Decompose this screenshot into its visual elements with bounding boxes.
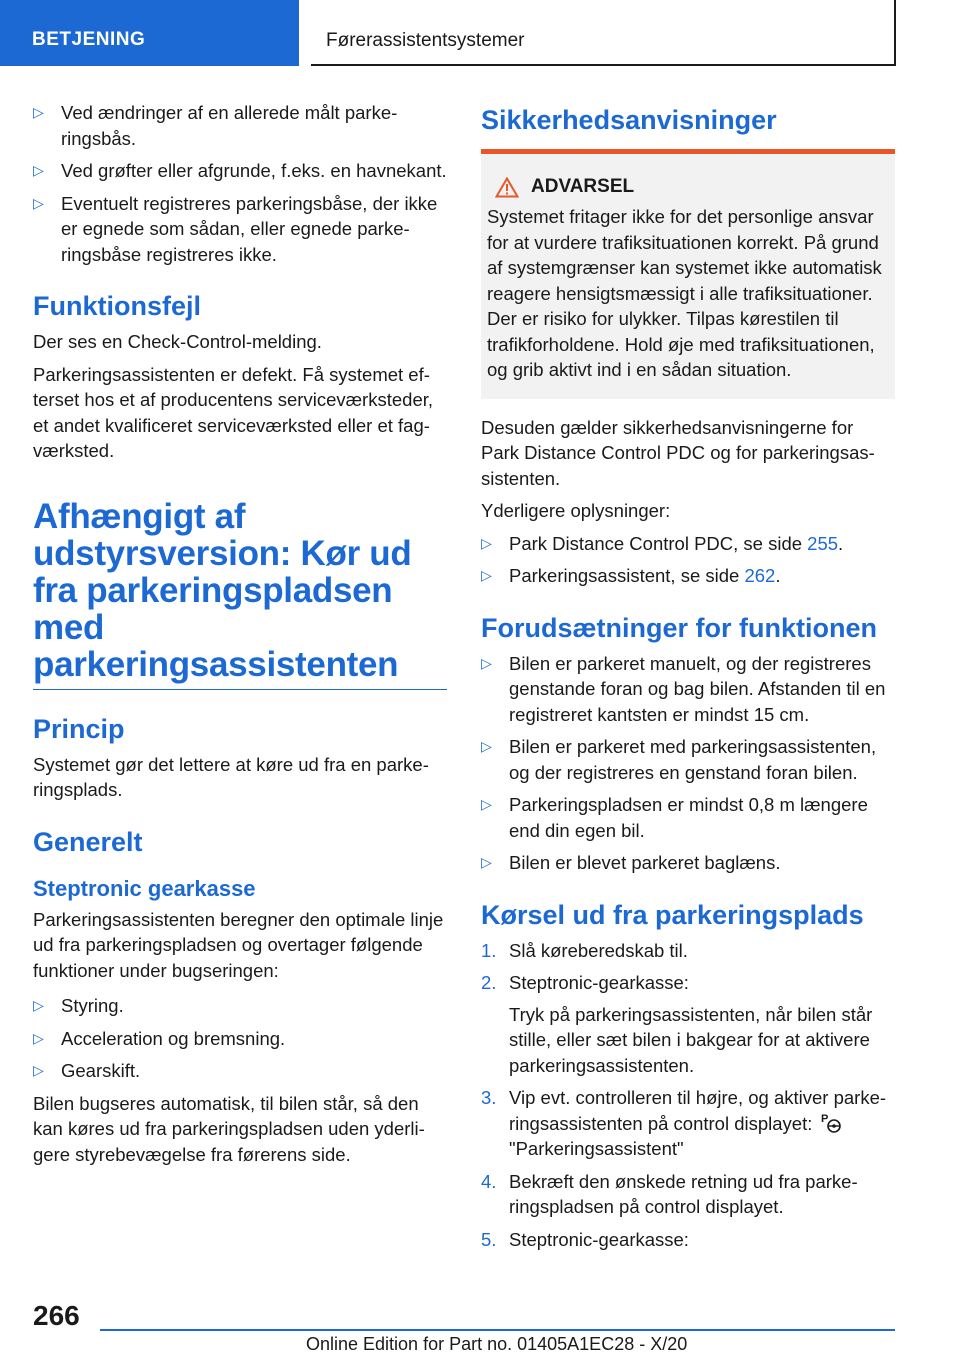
header-section-tab [0, 0, 299, 66]
list-item: ▷ Parkeringspladsen er mindst 0,8 m længere end din egen bil. [481, 794, 868, 841]
list-item: ▷ Ved grøfter eller afgrunde, f.eks. en havnekant. [33, 158, 447, 184]
heading-prereq: Forudsætninger for funktionen [481, 612, 877, 643]
triangle-bullet-icon: ▷ [481, 567, 492, 583]
paragraph: Yderligere oplysninger: [481, 500, 671, 521]
warning-triangle-icon [495, 177, 519, 198]
paragraph: Der ses en Check-Control-melding. [33, 331, 322, 352]
page-link-262[interactable]: 262 [744, 565, 776, 586]
header-chapter-box [311, 0, 896, 66]
list-item: ▷ Gearskift. [33, 1058, 447, 1084]
step-item: 3. Vip evt. controlleren til højre, og aktiver parkeringsassistenten på control displayet: P "Parkeringsassistent" [481, 1087, 887, 1159]
list-item: ▷ Ved ændringer af en allerede målt parkeringsbås. [33, 102, 398, 149]
header-chapter-label: Førerassistentsystemer [326, 30, 525, 51]
paragraph: Bilen bugseres automatisk, til bilen står, så den kan køres ud fra parkeringspladsen uden yderligere styrebevægelse fra førerens side. [33, 1092, 425, 1165]
triangle-bullet-icon: ▷ [481, 654, 492, 671]
heading-safety: Sikkerhedsanvisninger [481, 105, 777, 135]
page-link-255[interactable]: 255 [807, 532, 839, 554]
heading-princip: Princip [33, 713, 125, 744]
footer-edition: Online Edition for Part no. 01405A1EC28 - X/20 [306, 1334, 688, 1354]
triangle-bullet-icon: ▷ [33, 162, 44, 178]
triangle-bullet-icon: ▷ [481, 796, 492, 812]
right-column [481, 100, 895, 1259]
triangle-bullet-icon: ▷ [33, 104, 44, 120]
triangle-bullet-icon: ▷ [481, 854, 492, 870]
triangle-bullet-icon: ▷ [33, 1029, 44, 1046]
paragraph: Parkeringsassistenten beregner den optimale linje ud fra parkeringspladsen og overtager følgende funktioner under bugseringen: [33, 908, 444, 981]
list-item: ▷ Acceleration og bremsning. [33, 1026, 447, 1052]
heading-steptronic: Steptronic gearkasse [33, 875, 256, 901]
left-column [33, 100, 447, 1174]
list-item: ▷ Bilen er blevet parkeret baglæns. [481, 850, 895, 876]
parking-assist-icon [820, 1112, 842, 1134]
paragraph: Parkeringsassistenten er defekt. Få systemet efterset hos et af producentens serviceværksteder, et andet kvalificeret serviceværksted eller et fagværksted. [33, 363, 434, 461]
list-item: ▷ Bilen er parkeret manuelt, og der registreres genstande foran og bag bilen. Afstanden til en registreret kantsten er mindst 15 cm. [481, 652, 886, 725]
heading-funktionsfejl: Funktionsfejl [33, 291, 201, 321]
list-item: ▷ Park Distance Control PDC, se side 255. [481, 531, 895, 557]
triangle-bullet-icon: ▷ [481, 534, 492, 551]
footer-rule [100, 1329, 895, 1331]
warning-title: ADVARSEL [495, 176, 887, 198]
step-item: 2. Steptronic-gearkasse: Tryk på parkeringsassistenten, når bilen står stille, eller sæt bilen i bakgear for at aktivere parkeringsassistenten. [481, 970, 895, 1078]
paragraph: Systemet gør det lettere at køre ud fra en parkeringsplads. [33, 753, 429, 800]
triangle-bullet-icon: ▷ [33, 194, 44, 211]
triangle-bullet-icon: ▷ [481, 738, 492, 754]
header-section-label: BETJENING [32, 29, 146, 50]
heading-generelt: Generelt [33, 826, 143, 857]
triangle-bullet-icon: ▷ [33, 1062, 44, 1078]
svg-text:P: P [820, 1112, 828, 1125]
step-item: 4. Bekræft den ønskede retning ud fra parkeringspladsen på control displayet. [481, 1170, 858, 1217]
triangle-bullet-icon: ▷ [33, 997, 44, 1013]
step-item: 5. Steptronic-gearkasse: [481, 1228, 689, 1250]
step-subtext: Tryk på parkeringsassistenten, når bilen står stille, eller sæt bilen i bakgear for at aktivere parkeringsassistenten. [509, 1003, 873, 1076]
page-number: 266 [33, 1300, 80, 1331]
list-item: ▷ Bilen er parkeret med parkeringsassistenten, og der registreres en genstand foran bilen. [481, 736, 877, 783]
heading-exit: Kørsel ud fra parkeringsplads [481, 899, 864, 930]
paragraph: Desuden gælder sikkerhedsanvisningerne for Park Distance Control PDC og for parkeringsassistenten. [481, 416, 875, 489]
list-item: ▷ Styring. [33, 993, 447, 1019]
list-item: ▷ Eventuelt registreres parkeringsbåse, der ikke er egnede som sådan, eller egnede parkeringsbåse registreres ikke. [33, 192, 438, 265]
main-heading: Afhængigt af udstyrsversion: Kør ud fra parkeringspladsen med parkeringsassistenten [33, 498, 447, 690]
step-item: 1. Slå køreberedskab til. [481, 939, 688, 961]
warning-text: Systemet fritager ikke for det personlige ansvar for at vurdere trafiksituationen korrekt. På grund af systemgrænser kan systemet ikke automatisk reagere hensigtsmæssigt i alle trafiksituationer. Der er risiko for ulykker. Tilpas kørestilen til trafikforholdene. Hold øje med trafiksituationen, og grib aktivt ind i en sådan situation. [487, 206, 882, 380]
list-item: ▷ Parkeringsassistent, se side 262. [481, 563, 895, 589]
warning-box [481, 154, 895, 399]
